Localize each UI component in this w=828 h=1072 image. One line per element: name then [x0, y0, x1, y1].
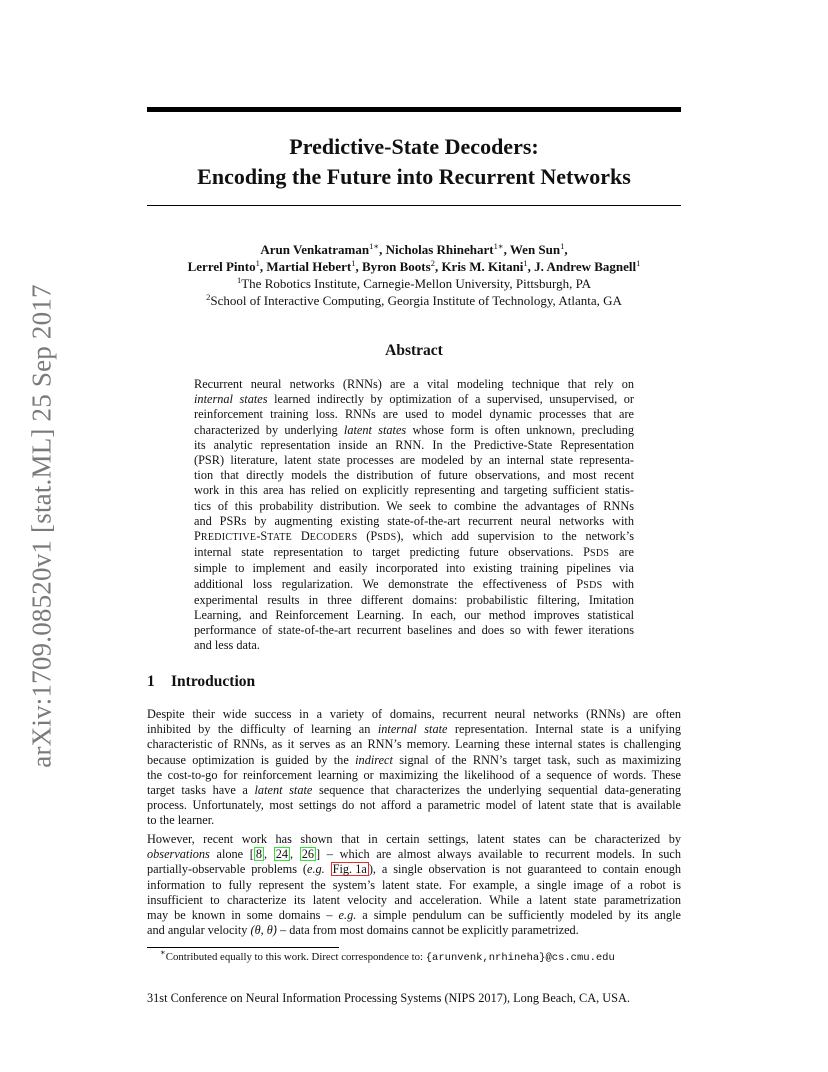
footnote-rule	[147, 947, 339, 948]
abstract-line: and less data.	[194, 638, 260, 653]
author-line-1: Arun Venkatraman$^{1∗}$, Nicholas Rhinehart$^{1∗}$, Wen Sun$^1$,	[260, 241, 568, 257]
footnote-email: {arunvenk,nrhineha}@cs.cmu.edu	[425, 952, 615, 964]
author-name: Arun Venkatraman	[260, 242, 370, 257]
abstract-line: experimental results in three different domains: probabilistic filtering, Imitation	[194, 592, 634, 607]
citation-link[interactable]: 8	[255, 847, 263, 862]
author-affiliation-mark: 1	[636, 258, 641, 268]
body-line: inhibited by the difficulty of learning an internal state representation. Internal state is a unifying	[147, 722, 681, 737]
abstract-line: tics of this probability distribution. We seek to combine the advantages of RNNs	[194, 498, 634, 513]
title-line-1: Predictive-State Decoders:	[289, 134, 539, 159]
abstract-line: (PSR) literature, latent state processes are modeled by an internal state representa-	[194, 453, 634, 468]
abstract-body	[194, 377, 634, 654]
section-heading-introduction	[147, 673, 255, 691]
author-affiliation-mark: 1	[255, 258, 260, 268]
author-name: J. Andrew Bagnell	[534, 259, 637, 274]
abstract-line: reinforcement training loss. RNNs are used to model dynamic processes that are	[194, 407, 634, 422]
body-line: information to fully represent the system’s latent state. For example, a single image of a robot is	[147, 877, 681, 892]
author-block	[120, 241, 708, 309]
citation-link[interactable]: 26	[301, 847, 315, 862]
abstract-line: and PSRs by augmenting existing state-of-the-art recurrent neural networks with	[194, 513, 634, 528]
footnote	[160, 947, 615, 965]
paper-title	[147, 132, 681, 192]
intro-paragraph-2	[147, 832, 681, 938]
section-number: 1	[147, 673, 155, 690]
body-line: target tasks have a latent state sequence that characterizes the underlying sequential data-generating	[147, 783, 681, 798]
body-line: because optimization is guided by the indirect signal of the RNN’s target task, such as maximizing	[147, 752, 681, 767]
affiliation-text: School of Interactive Computing, Georgia Institute of Technology, Atlanta, GA	[210, 293, 622, 308]
abstract-line: internal states learned indirectly by optimization of a supervised, unsupervised, or	[194, 392, 635, 407]
abstract-line: tion that directly models the distribution of future observations, and most recent	[194, 468, 634, 483]
abstract-line: simple to implement and easily incorporated into existing training pipelines via	[194, 561, 634, 576]
author-affiliation-mark: 1	[560, 241, 565, 251]
body-line: may be known in some domains – e.g. a simple pendulum can be sufficiently modeled by its angle	[147, 908, 681, 923]
body-line: process. Unfortunately, most settings do not afford a parametric model of latent state that is available	[147, 798, 681, 813]
abstract-line: work in this area has relied on explicitly representing and targeting sufficient statis-	[194, 483, 634, 498]
body-line: characteristic of RNNs, as it serves as an RNN’s memory. Learning these internal states is challenging	[147, 737, 681, 752]
title-bottom-rule	[147, 205, 681, 206]
author-line-2: Lerrel Pinto$^1$, Martial Hebert$^1$, Byron Boots$^2$, Kris M. Kitani$^1$, J. Andrew Bagnell$^1$	[187, 258, 641, 274]
body-line: partially-observable problems (e.g. Fig. 1a ), a single observation is not guaranteed to contain enough	[147, 862, 681, 877]
arxiv-side-stamp: arXiv:1709.08520v1 [stat.ML] 25 Sep 2017	[26, 284, 57, 768]
conference-footer: 31st Conference on Neural Information Processing Systems (NIPS 2017), Long Beach, CA, USA.	[147, 991, 630, 1005]
abstract-line: PREDICTIVE-STATE DECODERS (PSDS), which add supervision to the network’s	[194, 529, 634, 544]
footnote-text: Contributed equally to this work. Direct correspondence to:	[165, 951, 426, 963]
body-line: and angular velocity (θ, θ̇) – data from most domains cannot be explicitly parametrized.	[147, 923, 579, 938]
body-line: observations alone [ 8 , 24 , 26 ] – which are almost always available to recurrent models. In such	[147, 847, 681, 862]
body-line: the cost-to-go for reinforcement learning or maximizing the likelihood of a sequence of words. These	[147, 767, 681, 782]
abstract-line: internal state representation to target predicting future observations. PSDS are	[194, 545, 634, 560]
author-affiliation-mark: 1∗	[369, 241, 380, 251]
abstract-heading: Abstract	[385, 342, 443, 359]
author-name: Martial Hebert	[266, 259, 352, 274]
intro-paragraph-1	[147, 707, 681, 829]
title-top-rule	[147, 107, 681, 112]
affiliation-text: The Robotics Institute, Carnegie-Mellon University, Pittsburgh, PA	[241, 276, 592, 291]
footnote-mark: ∗	[160, 947, 166, 957]
section-title: Introduction	[171, 673, 256, 690]
abstract-line: characterized by underlying latent states whose form is often unknown, precluding	[194, 422, 634, 437]
body-line: However, recent work has shown that in certain settings, latent states can be characterized by	[147, 832, 681, 846]
abstract-line: performance of state-of-the-art recurrent baselines and does so with fewer iterations	[194, 623, 634, 638]
author-name: Lerrel Pinto	[187, 259, 256, 274]
title-line-2: Encoding the Future into Recurrent Networks	[197, 164, 631, 189]
author-affiliation-mark: 2	[430, 258, 435, 268]
author-name: Byron Boots	[361, 259, 431, 274]
affiliation-mark: 1	[236, 275, 242, 285]
abstract-line: Recurrent neural networks (RNNs) are a vital modeling technique that rely on	[194, 377, 634, 391]
abstract-line: Learning, and Reinforcement Learning. In each, our method improves statistical	[194, 608, 634, 623]
abstract-line: its analytic representation inside an RNN. In the Predictive-State Representation	[194, 437, 634, 452]
citation-link[interactable]: 24	[275, 847, 289, 862]
affiliation-mark: 2	[206, 292, 211, 302]
figure-reference-link[interactable]: Fig. 1a	[332, 862, 367, 877]
author-affiliation-mark: 1∗	[493, 241, 504, 251]
affiliation-1	[120, 275, 708, 292]
abstract-line: additional loss regularization. We demonstrate the effectiveness of PSDS with	[194, 576, 635, 591]
affiliation-2	[120, 292, 708, 309]
body-line: Despite their wide success in a variety of domains, recurrent neural networks (RNNs) are often	[147, 707, 681, 721]
author-name: Wen Sun	[509, 242, 561, 257]
author-name: Nicholas Rhinehart	[385, 242, 494, 257]
author-name: Kris M. Kitani	[441, 259, 524, 274]
author-affiliation-mark: 1	[351, 258, 356, 268]
body-line: to the learner.	[147, 813, 215, 828]
author-affiliation-mark: 1	[523, 258, 528, 268]
body-line: insufficient to characterize its latent velocity and acceleration. While a latent state parametrization	[147, 892, 681, 907]
